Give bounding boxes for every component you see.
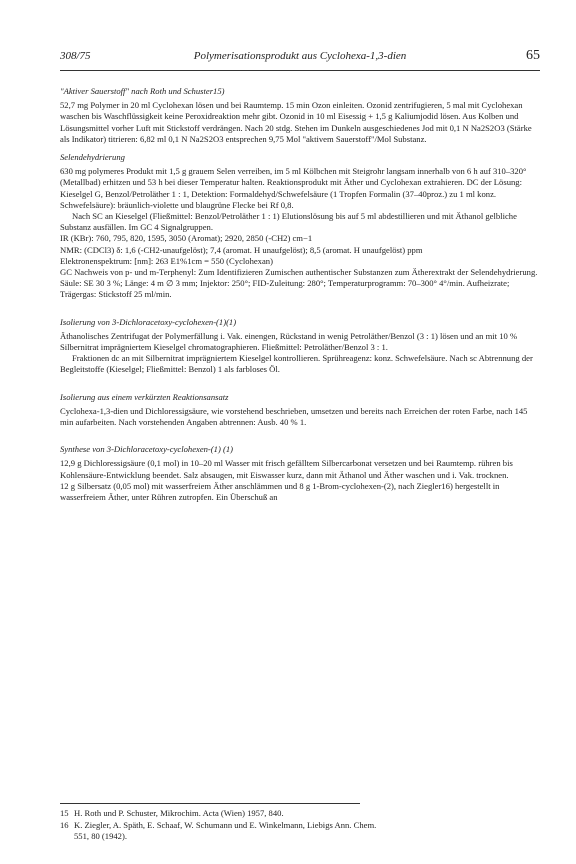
paragraph: 630 mg polymeres Produkt mit 1,5 g grauem Selen verreiben, im 5 ml Kölbchen mit Steigrohr langsam innerhalb von 6 h auf 310–320° (Metallbad) erhitzen und 53 h bei dieser Temperatur halten. Reaktionsprodukt mit Äther und Cyclohexan extrahieren. DC der Lösung: Kieselgel G, Benzol/Petroläther 1 : 1, Detektion: Formaldehyd/Schwefelsäure (1 Tropfen Formalin (37–40proz.) zu 1 ml konz. Schwefelsäure): bräunlich-violette und blaugrüne Flecke bei Rf 0,8. [60,166,527,210]
paragraph: 12,9 g Dichloressigsäure (0,1 mol) in 10–20 ml Wasser mit frisch gefälltem Silbercarbonat versetzen und bei Raumtemp. rühren bis Kohlensäure-Entwicklung beendet. Salz absaugen, mit Eiswasser kurz, dann mit Äthanol und Äther waschen und i. Vak. trocknen. [60,458,513,480]
electron-spectrum: Elektronenspektrum: [nm]: 263 E1%1cm = 550 (Cyclohexan) [60,255,273,266]
header-rule [60,70,540,71]
journal-reference: 308/75 [60,50,91,62]
footnote-text: K. Ziegler, A. Späth, E. Schaaf, W. Schumann und E. Winkelmann, Liebigs Ann. Chem. [74,819,377,830]
running-header [60,50,540,68]
footnote-text: H. Roth und P. Schuster, Mikrochim. Acta (Wien) 1957, 840. [74,808,284,818]
footnote-16 [60,820,540,832]
paragraph: Nach SC an Kieselgel (Fließmittel: Benzol/Petroläther 1 : 1) Elutionslösung bis auf 5 ml abdestillieren und mit Äthanol gelbliche Substanz ausfällen. Im GC 4 Signalgruppen. [60,211,517,233]
footnote-number: 16 [60,819,69,830]
footnote-15 [60,808,540,820]
section-heading-synthesis: Synthese von 3-Dichloracetoxy-cyclohexen-(1) (1) [60,444,233,455]
nmr-data: NMR: (CDCl3) δ: 1,6 (-CH2-unaufgelöst); 7,4 (aromat. H unaufgelöst); 8,5 (aromat. H unaufgelöst) ppm [60,244,423,255]
footnote-continuation: 551, 80 (1942). [74,831,127,841]
footnotes [60,808,540,843]
section-heading-active-oxygen: "Aktiver Sauerstoff" nach Roth und Schuster15) [60,86,225,96]
gc-detection: GC Nachweis von p- und m-Terphenyl: Zum Identifizieren Zumischen authentischer Substanzen zum Ätherextrakt der Selendehydrierung. [60,267,538,278]
gc-column-conditions: Säule: SE 30 3 %; Länge: 4 m ∅ 3 mm; Injektor: 250°; FID-Zuleitung: 280°; Temperaturprogramm: 70–300° 4°/min. Aufheizrate; Trägergas: Stickstoff 25 ml/min. [60,278,510,300]
paragraph: Fraktionen dc an mit Silbernitrat imprägniertem Kieselgel kontrollieren. Sprühreagenz: konz. Schwefelsäure. Nach sc Abtrennung der Begleitstoffe (Kieselgel; Fließmittel: Benzol) 1 als farbloses Öl. [60,353,533,375]
running-title: Polymerisationsprodukt aus Cyclohexa-1,3-dien [193,50,407,62]
page-number: 65 [526,48,540,63]
section-heading-isolation: Isolierung von 3-Dichloracetoxy-cyclohexen-(1)(1) [60,316,237,327]
footnote-rule [60,803,360,804]
paragraph: Cyclohexa-1,3-dien und Dichloressigsäure, wie vorstehend beschrieben, umsetzen und bereits nach Erreichen der roten Farbe, nach 145 min aufarbeiten. Nach vorstehenden Angaben abtrennen: Ausb. 40 % 1. [60,405,528,428]
section-heading-selenium-dehydrogenation: Selendehydrierung [60,152,125,163]
ir-data: IR (KBr): 760, 795, 820, 1595, 3050 (Aromat); 2920, 2850 (-CH2) cm−1 [60,233,313,244]
paragraph: 52,7 mg Polymer in 20 ml Cyclohexan lösen und bei Raumtemp. 15 min Ozon einleiten. Ozonid zentrifugieren, 5 mal mit Cyclohexan waschen bis Waschflüssigkeit keine Peroxidreaktion mehr gibt. Ozonid in 10 ml Eisessig + 1,5 g Kaliumjodid lösen. Aus Kolben und Lösungsmittel vorher Luft mit Stickstoff verdrängen. Nach 20 stdg. Stehen im Dunkeln ausgeschiedenes Jod mit 0,1 N Na2S2O3 (Stärke als Indikator) titrieren: 6,82 ml 0,1 N Na2S2O3 entsprechen 9,75 Mol "aktivem Sauerstoff"/Mol Substanz. [60,100,532,144]
section-heading-short-reaction: Isolierung aus einem verkürzten Reaktionsansatz [60,391,229,402]
footnote-number: 15 [60,808,69,818]
paragraph: Äthanolisches Zentrifugat der Polymerfällung i. Vak. einengen, Rückstand in wenig Petroläther/Benzol (3 : 1) lösen und an mit 10 % Silbernitrat imprägniertem Kieselgel chromatographieren. Fließmittel: Petroläther/Benzol 3 : 1. [60,330,518,353]
paragraph: 12 g Silbersatz (0,05 mol) mit wasserfreiem Äther anschlämmen und 8 g 1-Brom-cyclohexen-(2), nach Ziegler16) hergestellt in wasserfreiem Äther, unter Rühren zutropfen. Ein Überschuß an [60,480,500,503]
body-text [60,86,540,503]
